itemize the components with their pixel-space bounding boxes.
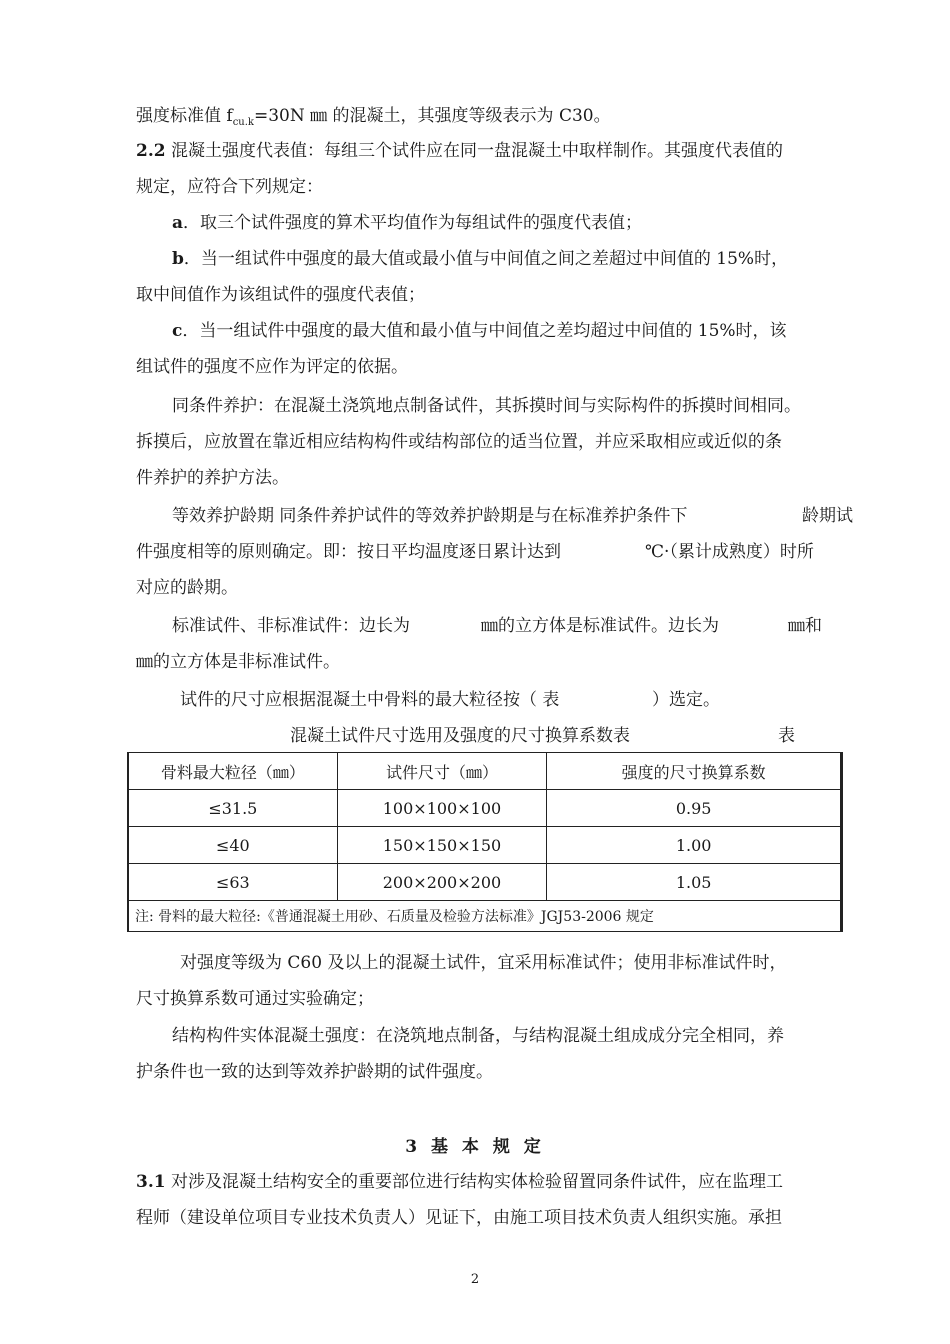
table-row bbox=[128, 790, 842, 827]
table-note: 注: 骨料的最大粒径:《普通混凝土用砂、石质量及检验方法标准》JGJ53-2006 规定 bbox=[128, 901, 842, 932]
para-line: 组试件的强度不应作为评定的依据。 bbox=[136, 357, 408, 377]
section-heading: 3 基 本 规 定 bbox=[405, 1137, 545, 1157]
para-line: 件养护的养护方法。 bbox=[136, 468, 289, 488]
conversion-table bbox=[127, 752, 843, 932]
text: 强度标准值 f bbox=[136, 106, 233, 126]
column-header: 骨料最大粒径（㎜） bbox=[128, 753, 337, 790]
table-cell: ≤31.5 bbox=[128, 790, 337, 827]
para-line bbox=[172, 211, 642, 235]
para-line: 标准试件、非标准试件：边长为 bbox=[172, 616, 410, 636]
text: =30N ㎜ 的混凝土，其强度等级表示为 C30。 bbox=[253, 106, 611, 126]
table-cell: 100×100×100 bbox=[337, 790, 547, 827]
table-cell: 1.05 bbox=[547, 864, 842, 901]
table-row bbox=[128, 864, 842, 901]
para-line bbox=[136, 104, 611, 135]
para-line: ㎜的立方体是非标准试件。 bbox=[136, 652, 340, 672]
subscript: cu.k bbox=[232, 117, 254, 128]
table-note-row bbox=[128, 901, 842, 932]
para-line bbox=[172, 247, 788, 271]
para-line: ㎜和 bbox=[788, 616, 822, 636]
para-line bbox=[136, 139, 783, 163]
para-line: 件强度相等的原则确定。即：按日平均温度逐日累计达到 bbox=[136, 542, 561, 562]
item-label: c bbox=[172, 321, 183, 341]
para-line: 结构构件实体混凝土强度：在浇筑地点制备，与结构混凝土组成成分完全相同，养 bbox=[172, 1026, 784, 1046]
para-line bbox=[172, 319, 787, 343]
table-cell: 1.00 bbox=[547, 827, 842, 864]
para-line: 龄期试 bbox=[802, 506, 853, 526]
column-header: 试件尺寸（㎜） bbox=[337, 753, 547, 790]
clause-number: 2.2 bbox=[136, 141, 166, 161]
para-line: 对应的龄期。 bbox=[136, 578, 238, 598]
para-line: 尺寸换算系数可通过实验确定； bbox=[136, 989, 374, 1009]
para-line: 程师（建设单位项目专业技术负责人）见证下，由施工项目技术负责人组织实施。承担 bbox=[136, 1208, 782, 1228]
text: 对涉及混凝土结构安全的重要部位进行结构实体检验留置同条件试件，应在监理工 bbox=[165, 1172, 783, 1192]
text: ．取三个试件强度的算术平均值作为每组试件的强度代表值； bbox=[183, 213, 643, 233]
para-line: 护条件也一致的达到等效养护龄期的试件强度。 bbox=[136, 1062, 493, 1082]
table-cell: ≤40 bbox=[128, 827, 337, 864]
text: ．当一组试件中强度的最大值或最小值与中间值之间之差超过中间值的 15%时， bbox=[183, 249, 789, 269]
item-label: a bbox=[172, 213, 184, 233]
text: ．当一组试件中强度的最大值和最小值与中间值之差均超过中间值的 15%时，该 bbox=[182, 321, 787, 341]
para-line: 规定，应符合下列规定： bbox=[136, 177, 323, 197]
table-caption: 混凝土试件尺寸选用及强度的尺寸换算系数表 bbox=[290, 726, 630, 746]
item-label: b bbox=[172, 249, 184, 269]
para-line: ℃·（累计成熟度）时所 bbox=[645, 542, 814, 562]
para-line bbox=[136, 1170, 783, 1194]
table-row bbox=[128, 827, 842, 864]
para-line: ）选定。 bbox=[652, 690, 720, 710]
table-cell: 200×200×200 bbox=[337, 864, 547, 901]
para-line: 拆摸后，应放置在靠近相应结构构件或结构部位的适当位置，并应采取相应或近似的条 bbox=[136, 432, 782, 452]
table-cell: 0.95 bbox=[547, 790, 842, 827]
para-line: 同条件养护：在混凝土浇筑地点制备试件，其拆摸时间与实际构件的拆摸时间相同。 bbox=[172, 396, 801, 416]
para-line: 对强度等级为 C60 及以上的混凝土试件，宜采用标准试件；使用非标准试件时， bbox=[180, 953, 787, 973]
clause-number: 3.1 bbox=[136, 1172, 166, 1192]
para-line: ㎜的立方体是标准试件。边长为 bbox=[481, 616, 719, 636]
page-number: 2 bbox=[470, 1272, 480, 1287]
table-cell: 150×150×150 bbox=[337, 827, 547, 864]
table-header-row bbox=[128, 753, 842, 790]
text: 混凝土强度代表值：每组三个试件应在同一盘混凝土中取样制作。其强度代表值的 bbox=[165, 141, 783, 161]
para-line: 取中间值作为该组试件的强度代表值； bbox=[136, 285, 425, 305]
table-cell: ≤63 bbox=[128, 864, 337, 901]
column-header: 强度的尺寸换算系数 bbox=[547, 753, 842, 790]
para-line: 试件的尺寸应根据混凝土中骨料的最大粒径按（ 表 bbox=[180, 690, 560, 710]
table-number-label: 表 bbox=[778, 726, 795, 746]
para-line: 等效养护龄期 同条件养护试件的等效养护龄期是与在标准养护条件下 bbox=[172, 506, 688, 526]
